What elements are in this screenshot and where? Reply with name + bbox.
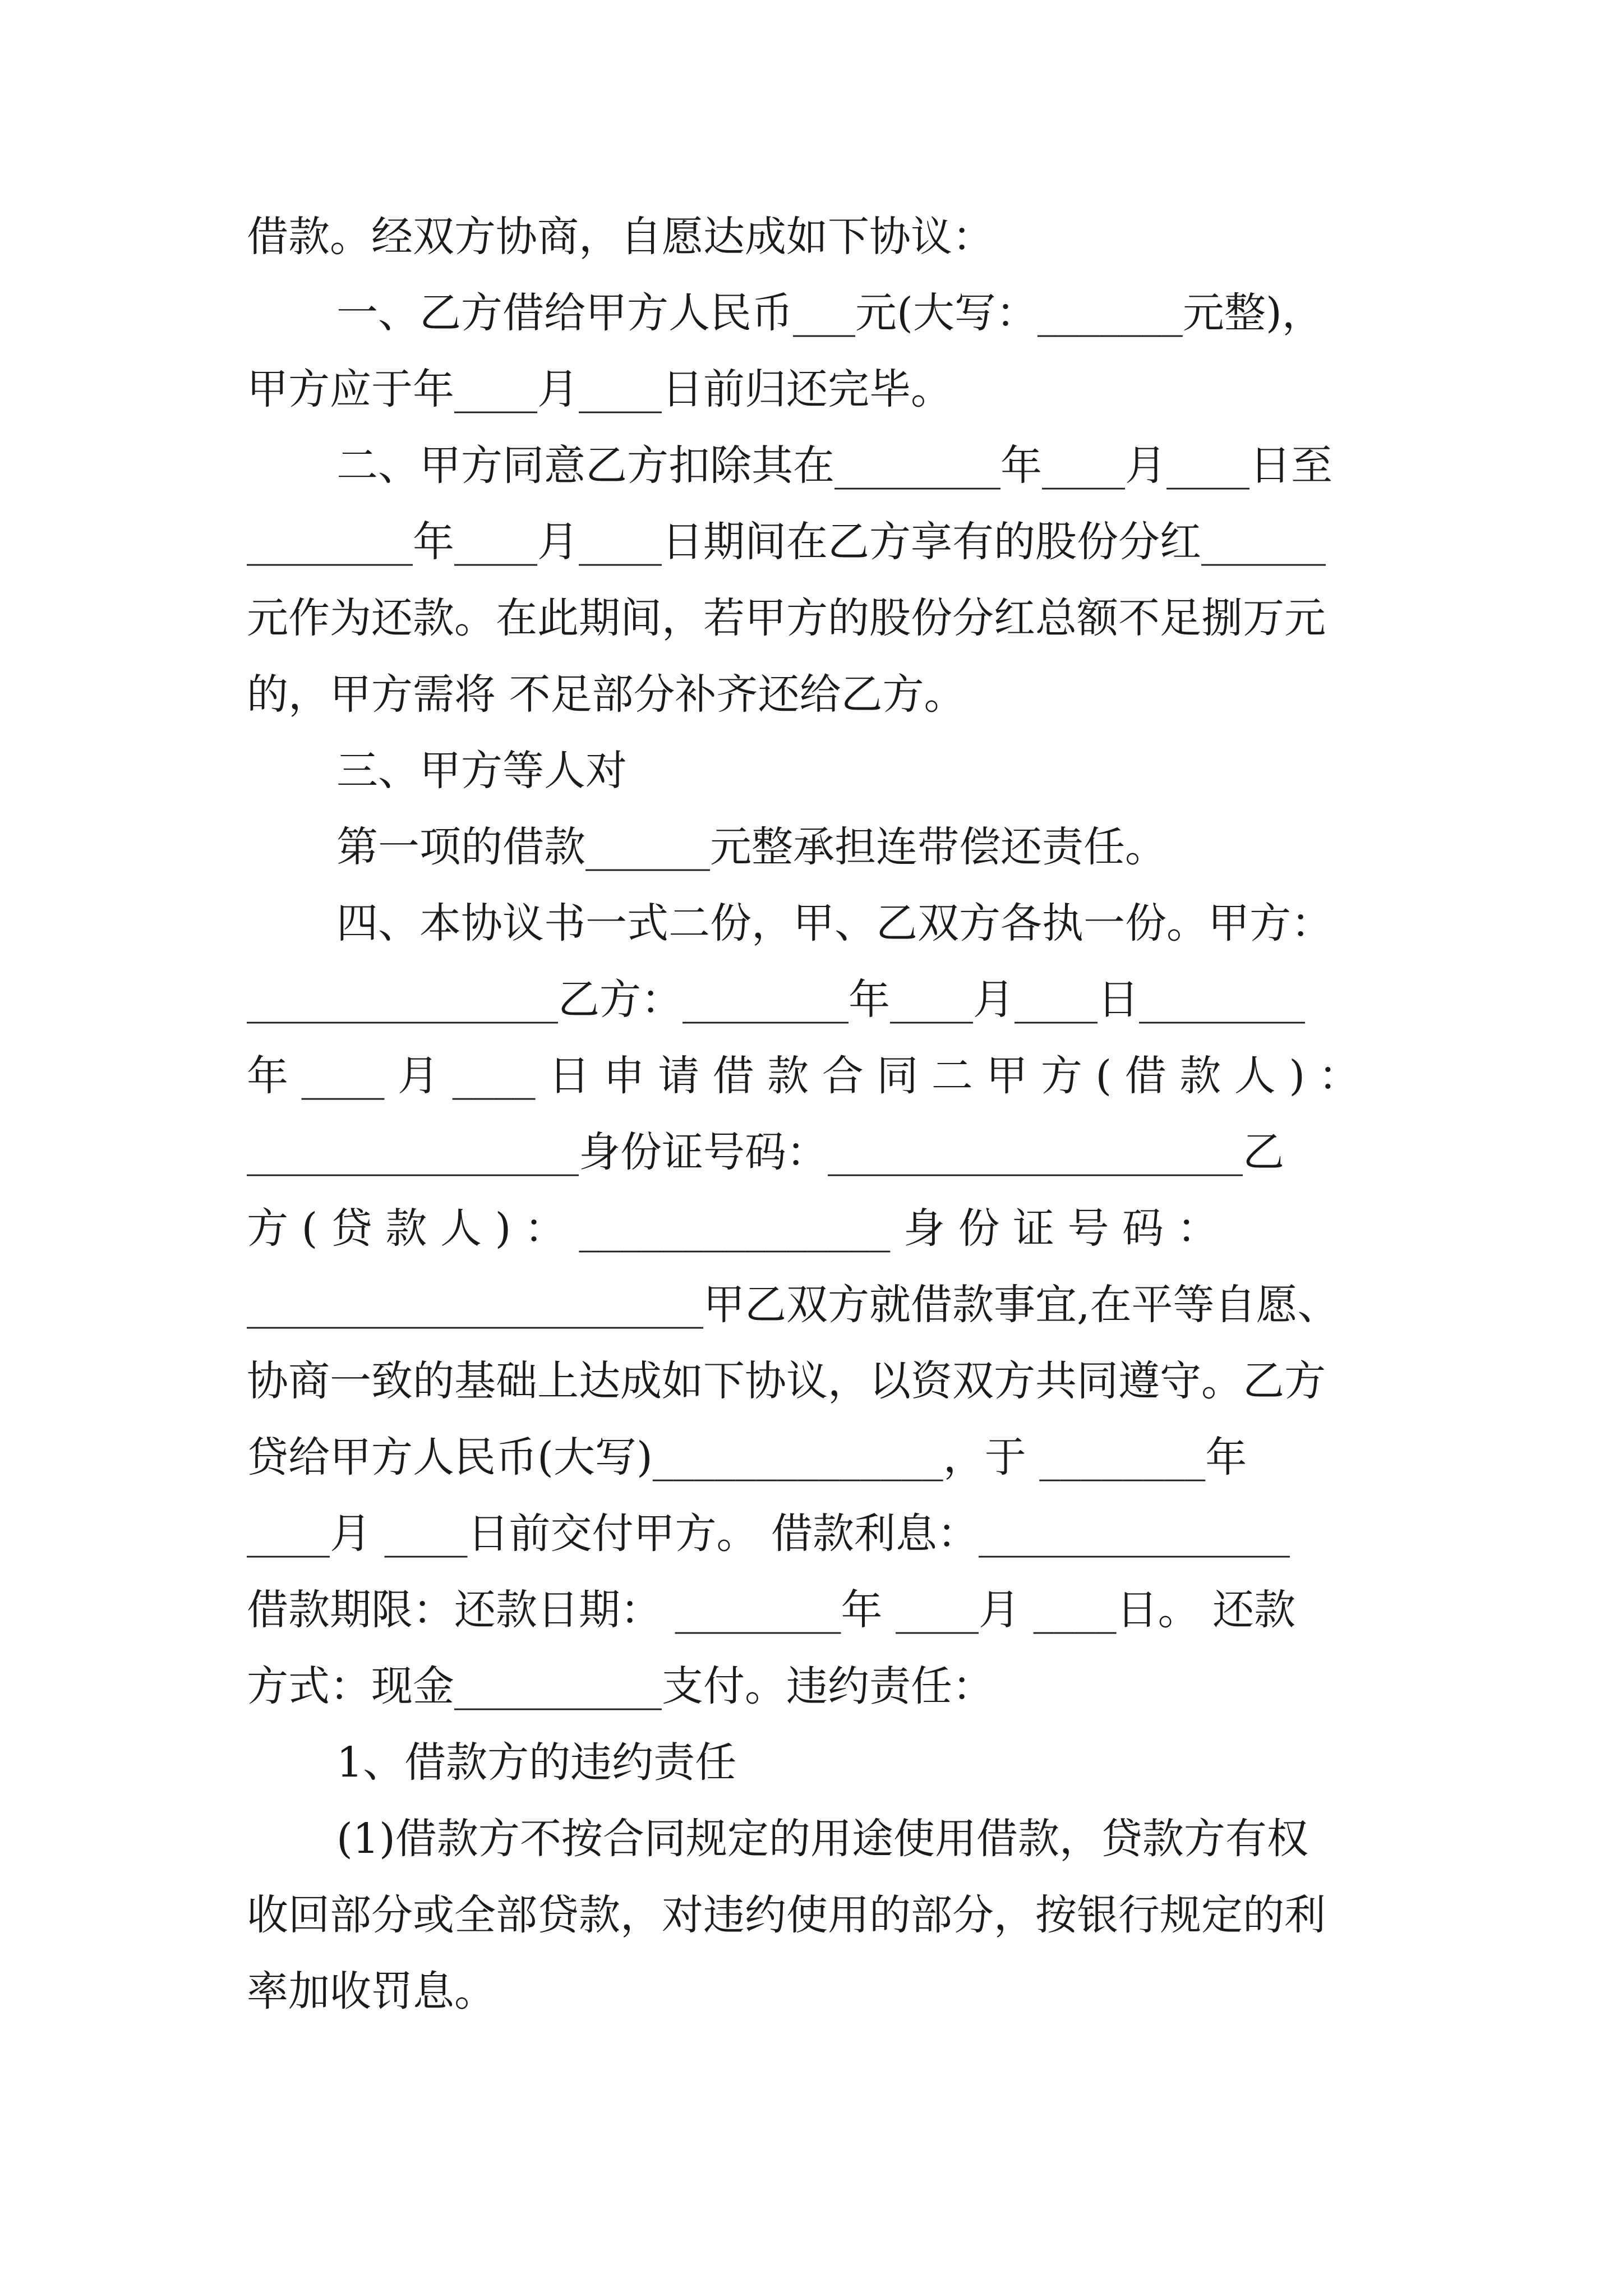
paragraph-line: ________________身份证号码：____________________乙 (247, 1128, 1284, 1176)
clause-four-line: 四、本协议书一式二份，甲、乙双方各执一份。甲方： (336, 899, 1332, 947)
clause-three-line: 三、甲方等人对 (336, 747, 627, 795)
paragraph-line: 协商一致的基础上达成如下协议，以资双方共同遵守。乙方 (247, 1357, 1326, 1405)
paragraph-line: 元作为还款。在此期间，若甲方的股份分红总额不足捌万元 (247, 594, 1326, 642)
paragraph-line: _______________乙方：________年____月____日________ (247, 976, 1305, 1024)
paragraph-line: 甲方应于年____月____日前归还完毕。 (247, 365, 952, 413)
paragraph-line: ______________________甲乙双方就借款事宜,在平等自愿、 (247, 1281, 1339, 1329)
paragraph-line: 收回部分或全部贷款，对违约使用的部分，按银行规定的利 (247, 1891, 1326, 1939)
paragraph-line: ____月 ____日前交付甲方。 借款利息：_______________ (247, 1510, 1290, 1558)
paragraph-line: 方式：现金__________支付。违约责任： (247, 1662, 994, 1710)
paragraph-line: 借款期限：还款日期： ________年 ____月 ____日。 还款 (247, 1586, 1296, 1634)
paragraph-line: 率加收罚息。 (247, 1967, 496, 2016)
clause-two-line: 二、甲方同意乙方扣除其在________年____月____日至 (336, 441, 1332, 490)
paragraph-line: 第一项的借款______元整承担连带偿还责任。 (336, 823, 1166, 871)
paragraph-line: 贷给甲方人民币(大写)______________，于 ________年 (247, 1433, 1247, 1481)
paragraph-line: (1)借款方不按合同规定的用途使用借款，贷款方有权 (336, 1815, 1308, 1863)
paragraph-line: 方 ( 贷 款 人 ) ： _______________ 身 份 证 号 码 ： (247, 1204, 1219, 1253)
paragraph-line: ________年____月____日期间在乙方享有的股份分红______ (247, 518, 1326, 566)
paragraph-line: 的，甲方需将 不足部分补齐还给乙方。 (247, 670, 966, 719)
paragraph-line: 年 ____ 月 ____ 日 申 请 借 款 合 同 二 甲 方 ( 借 款 人 ) ： (247, 1052, 1360, 1100)
section-heading: 1、借款方的违约责任 (336, 1738, 737, 1787)
clause-one-line: 一、乙方借给甲方人民币___元(大写：_______元整)， (336, 289, 1324, 337)
paragraph-line: 借款。经双方协商，自愿达成如下协议： (247, 213, 994, 261)
